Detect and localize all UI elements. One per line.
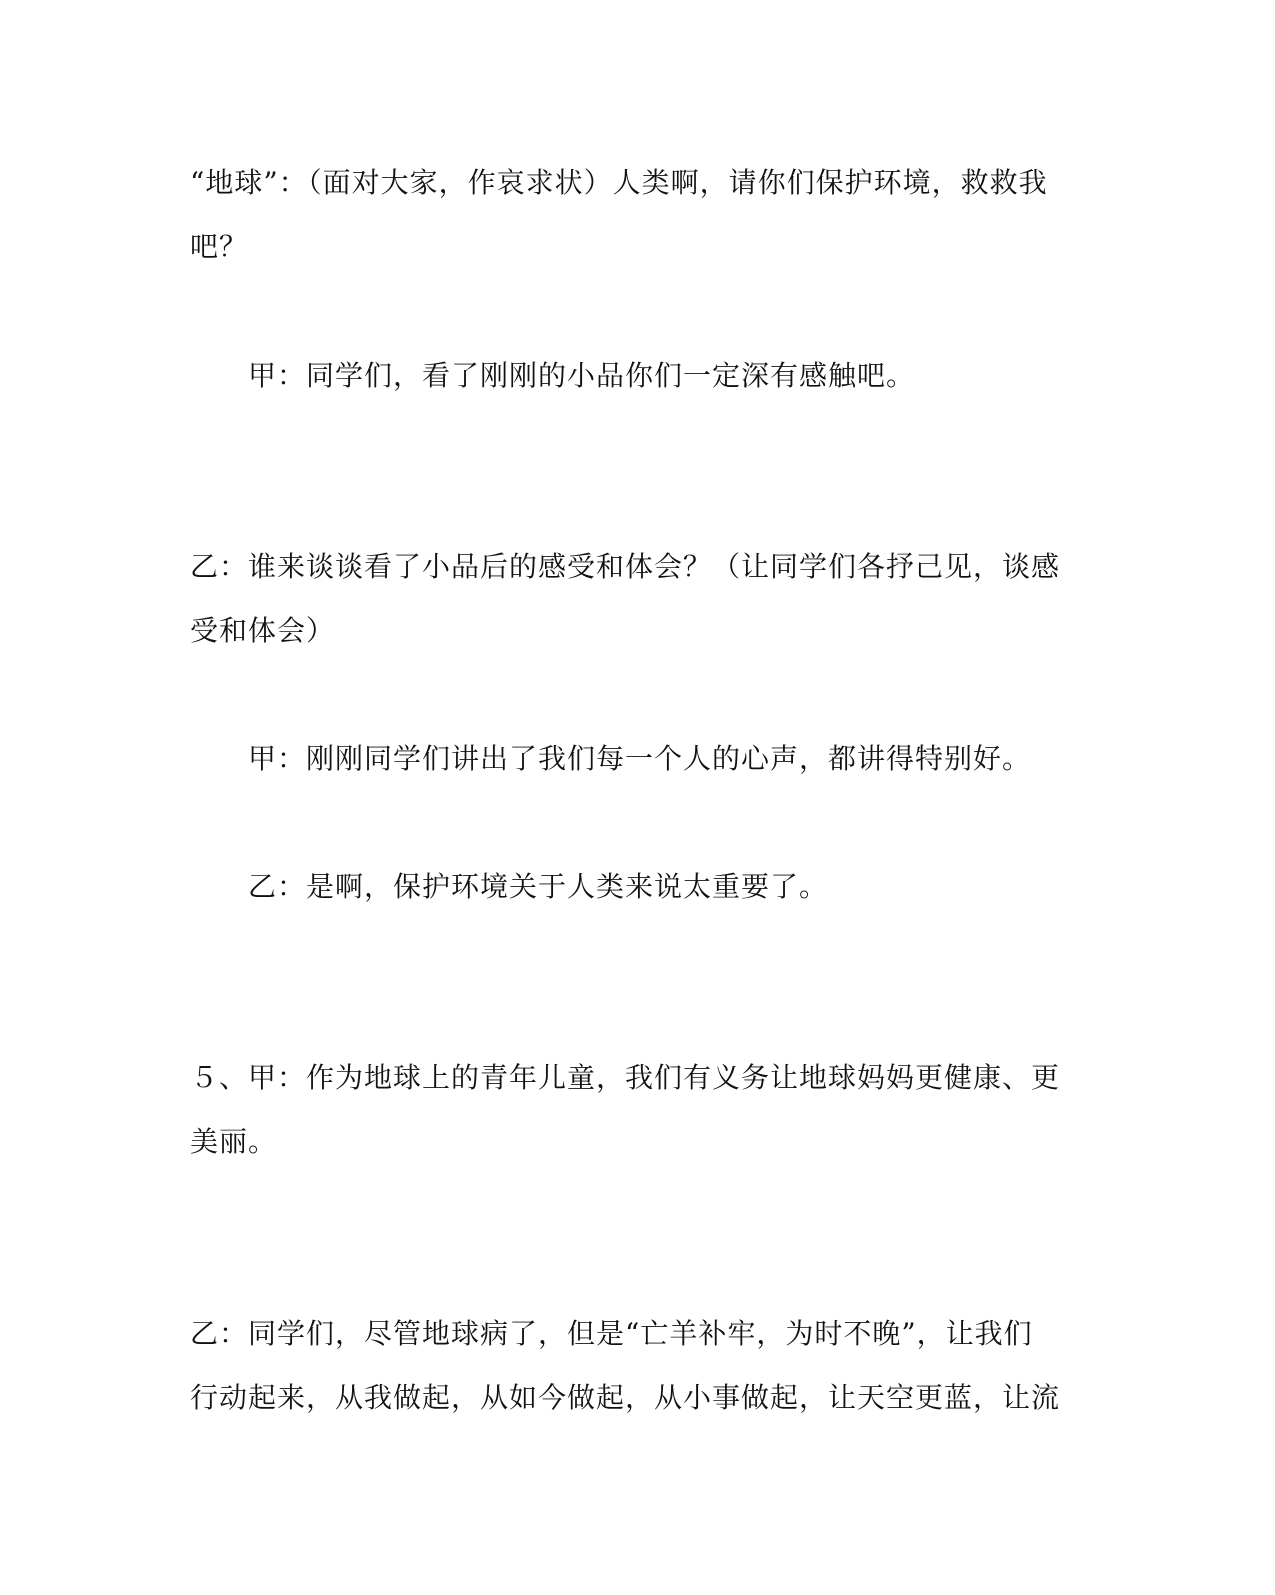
paragraph-jia-skit-response: 甲：同学们，看了刚刚的小品你们一定深有感触吧。 <box>248 359 916 392</box>
paragraph-jia-praise: 甲：刚刚同学们讲出了我们每一个人的心声，都讲得特别好。 <box>248 742 1032 775</box>
paragraph-yi-share-feelings: 乙：谁来谈谈看了小品后的感受和体会？（让同学们各抒己见，谈感受和体会） <box>190 550 1061 647</box>
paragraph-earth-plea: “地球”：（面对大家，作哀求状）人类啊，请你们保护环境，救救我吧？ <box>190 166 1048 263</box>
paragraph-yi-call-to-action: 乙：同学们，尽管地球病了，但是“亡羊补牢，为时不晚”，让我们行动起来，从我做起，从如今做起，从小事做起，让天空更蓝，让流 <box>190 1317 1061 1414</box>
paragraph-yi-importance: 乙：是啊，保护环境关于人类来说太重要了。 <box>248 870 829 903</box>
paragraph-section-5-jia: ５、甲：作为地球上的青年儿童，我们有义务让地球妈妈更健康、更美丽。 <box>190 1061 1061 1158</box>
